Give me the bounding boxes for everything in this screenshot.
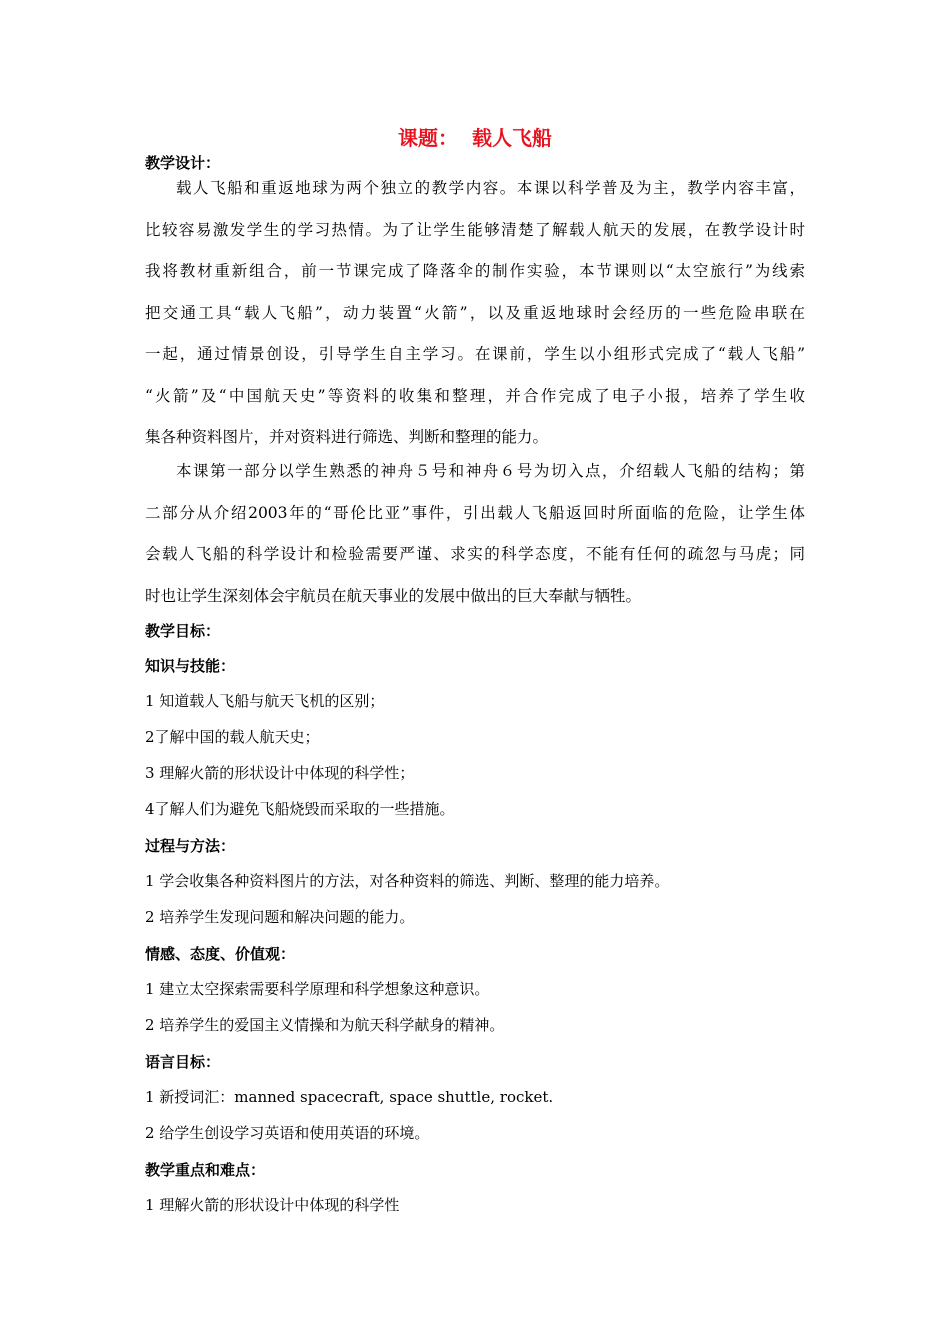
design-p2-line-2: 二部分从介绍2003年的“哥伦比亚”事件，引出载人飞船返回时所面临的危险，让学生体	[145, 504, 805, 522]
design-p1-line-1: 载人飞船和重返地球为两个独立的教学内容。本课以科学普及为主，教学内容丰富，	[176, 179, 805, 197]
design-p1-line-3: 我将教材重新组合，前一节课完成了降落伞的制作实验，本节课则以“太空旅行”为线索	[145, 262, 805, 280]
process-item-1: 1 学会收集各种资料图片的方法，对各种资料的筛选、判断、整理的能力培养。	[145, 872, 670, 890]
keypoints-item-1: 1 理解火箭的形状设计中体现的科学性	[145, 1196, 400, 1214]
knowledge-item-3: 3 理解火箭的形状设计中体现的科学性；	[145, 764, 415, 782]
emotion-item-1: 1 建立太空探索需要科学原理和科学想象这种意识。	[145, 980, 490, 998]
page-title: 课题： 载人飞船	[398, 126, 552, 150]
knowledge-item-2: 2了解中国的载人航天史；	[145, 728, 320, 746]
knowledge-item-1: 1 知道载人飞船与航天飞机的区别；	[145, 692, 385, 710]
language-item-2: 2 给学生创设学习英语和使用英语的环境。	[145, 1124, 430, 1142]
goals-heading: 教学目标：	[145, 622, 221, 640]
language-heading: 语言目标：	[145, 1053, 221, 1071]
process-item-2: 2 培养学生发现问题和解决问题的能力。	[145, 908, 415, 926]
design-p1-line-7: 集各种资料图片，并对资料进行筛选、判断和整理的能力。	[145, 428, 549, 446]
process-heading: 过程与方法：	[145, 837, 236, 855]
language-item-1: 1 新授词汇：manned spacecraft, space shuttle, rocket.	[145, 1088, 554, 1106]
design-p1-line-6: “火箭”及“中国航天史”等资料的收集和整理，并合作完成了电子小报，培养了学生收	[145, 387, 805, 405]
design-p1-line-4: 把交通工具“载人飞船”，动力装置“火箭”，以及重返地球时会经历的一些危险串联在	[145, 304, 805, 322]
knowledge-heading: 知识与技能：	[145, 657, 236, 675]
design-p2-line-4: 时也让学生深刻体会宇航员在航天事业的发展中做出的巨大奉献与牺牲。	[145, 587, 642, 605]
design-p1-line-5: 一起，通过情景创设，引导学生自主学习。在课前，学生以小组形式完成了“载人飞船”	[145, 345, 805, 363]
keypoints-heading: 教学重点和难点：	[145, 1161, 266, 1179]
knowledge-item-4: 4了解人们为避免飞船烧毁而采取的一些措施。	[145, 800, 455, 818]
emotion-item-2: 2 培养学生的爱国主义情操和为航天科学献身的精神。	[145, 1016, 505, 1034]
design-p2-line-1: 本课第一部分以学生熟悉的神舟５号和神舟６号为切入点，介绍载人飞船的结构；第	[176, 462, 805, 480]
emotion-heading: 情感、态度、价值观：	[145, 945, 296, 963]
design-p1-line-2: 比较容易激发学生的学习热情。为了让学生能够清楚了解载人航天的发展，在教学设计时	[145, 221, 805, 239]
design-p2-line-3: 会载人飞船的科学设计和检验需要严谨、求实的科学态度，不能有任何的疏忽与马虎；同	[145, 545, 805, 563]
design-heading: 教学设计：	[145, 154, 221, 172]
